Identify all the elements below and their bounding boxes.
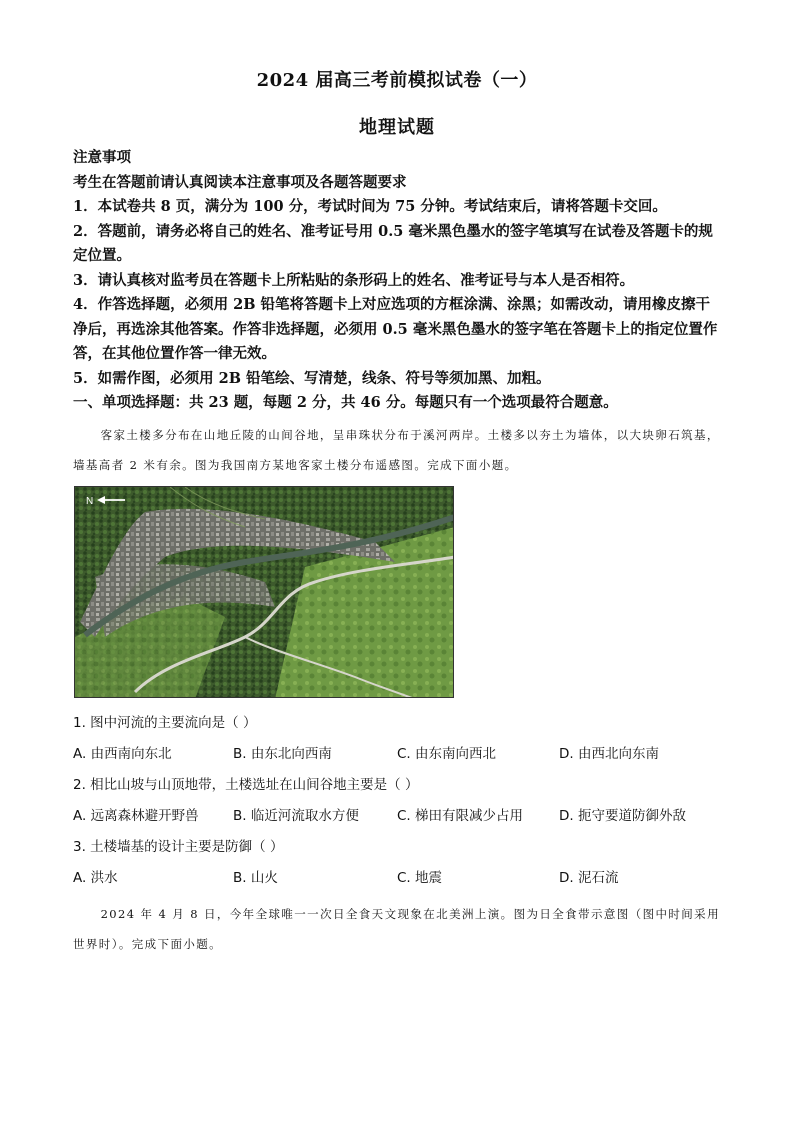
notes-item-4: 4．作答选择题，必须用 2B 铅笔将答题卡上对应选项的方框涂满、涂黑；如需改动，请用橡皮擦干净后，再选涂其他答案。作答非选择题，必须用 0.5 毫米黑色墨水的签字笔在答题卡上的指定位置作答，在其他位置作答一律无效。 bbox=[73, 296, 718, 362]
option-b[interactable]: B. 临近河流取水方便 bbox=[233, 808, 359, 824]
option-b[interactable]: B. 山火 bbox=[233, 870, 278, 886]
question-2-stem: 2. 相比山坡与山顶地带，土楼选址在山间谷地主要是（ ） bbox=[73, 777, 419, 793]
question-3-stem: 3. 土楼墙基的设计主要是防御（ ） bbox=[73, 839, 284, 855]
option-a[interactable]: A. 由西南向东北 bbox=[73, 746, 172, 762]
passage-eclipse: 2024 年 4 月 8 日，今年全球唯一一次日全食天文现象在北美洲上演。图为日全食带示意图（图中时间采用世界时）。完成下面小题。 bbox=[73, 907, 720, 951]
option-d[interactable]: D. 扼守要道防御外敌 bbox=[559, 808, 686, 824]
question-1-stem: 1. 图中河流的主要流向是（ ） bbox=[73, 715, 257, 731]
notes-section bbox=[73, 146, 723, 416]
option-c[interactable]: C. 地震 bbox=[397, 870, 443, 886]
option-a[interactable]: A. 远离森林避开野兽 bbox=[73, 808, 199, 824]
question-3-options bbox=[73, 863, 733, 894]
passage-tulou: 客家土楼多分布在山地丘陵的山间谷地，呈串珠状分布于溪河两岸。土楼多以夯土为墙体，以大块卵石筑基，墙基高者 2 米有余。图为我国南方某地客家土楼分布遥感图。完成下面小题。 bbox=[73, 428, 720, 472]
notes-intro: 考生在答题前请认真阅读本注意事项及各题答题要求 bbox=[73, 173, 407, 191]
north-label: N bbox=[86, 496, 94, 507]
notes-item-5: 5．如需作图，必须用 2B 铅笔绘、写清楚，线条、符号等须加黑、加粗。 bbox=[73, 369, 551, 387]
option-c[interactable]: C. 梯田有限减少占用 bbox=[397, 808, 524, 824]
option-d[interactable]: D. 由西北向东南 bbox=[559, 746, 659, 762]
questions-list bbox=[73, 708, 733, 894]
exam-title: 2024 届高三考前模拟试卷（一） bbox=[256, 70, 538, 91]
option-d[interactable]: D. 泥石流 bbox=[559, 870, 619, 886]
notes-item-1: 1．本试卷共 8 页，满分为 100 分，考试时间为 75 分钟。考试结束后，请将答题卡交回。 bbox=[73, 198, 667, 215]
exam-subject: 地理试题 bbox=[359, 117, 435, 138]
question-2-options bbox=[73, 801, 733, 832]
option-a[interactable]: A. 洪水 bbox=[73, 870, 118, 886]
option-b[interactable]: B. 由东北向西南 bbox=[233, 746, 332, 762]
notes-item-3: 3．请认真核对监考员在答题卡上所粘贴的条形码上的姓名、准考证号与本人是否相符。 bbox=[73, 271, 635, 289]
option-c[interactable]: C. 由东南向西北 bbox=[397, 746, 497, 762]
notes-heading: 注意事项 bbox=[73, 149, 131, 166]
remote-sensing-map bbox=[74, 486, 454, 698]
notes-item-2: 2．答题前，请务必将自己的姓名、准考证号用 0.5 毫米黑色墨水的签字笔填写在试卷及答题卡的规定位置。 bbox=[73, 222, 713, 264]
section-heading: 一、单项选择题：共 23 题，每题 2 分，共 46 分。每题只有一个选项最符合题意。 bbox=[73, 394, 618, 411]
question-1-options bbox=[73, 739, 733, 770]
satellite-image bbox=[75, 487, 454, 698]
